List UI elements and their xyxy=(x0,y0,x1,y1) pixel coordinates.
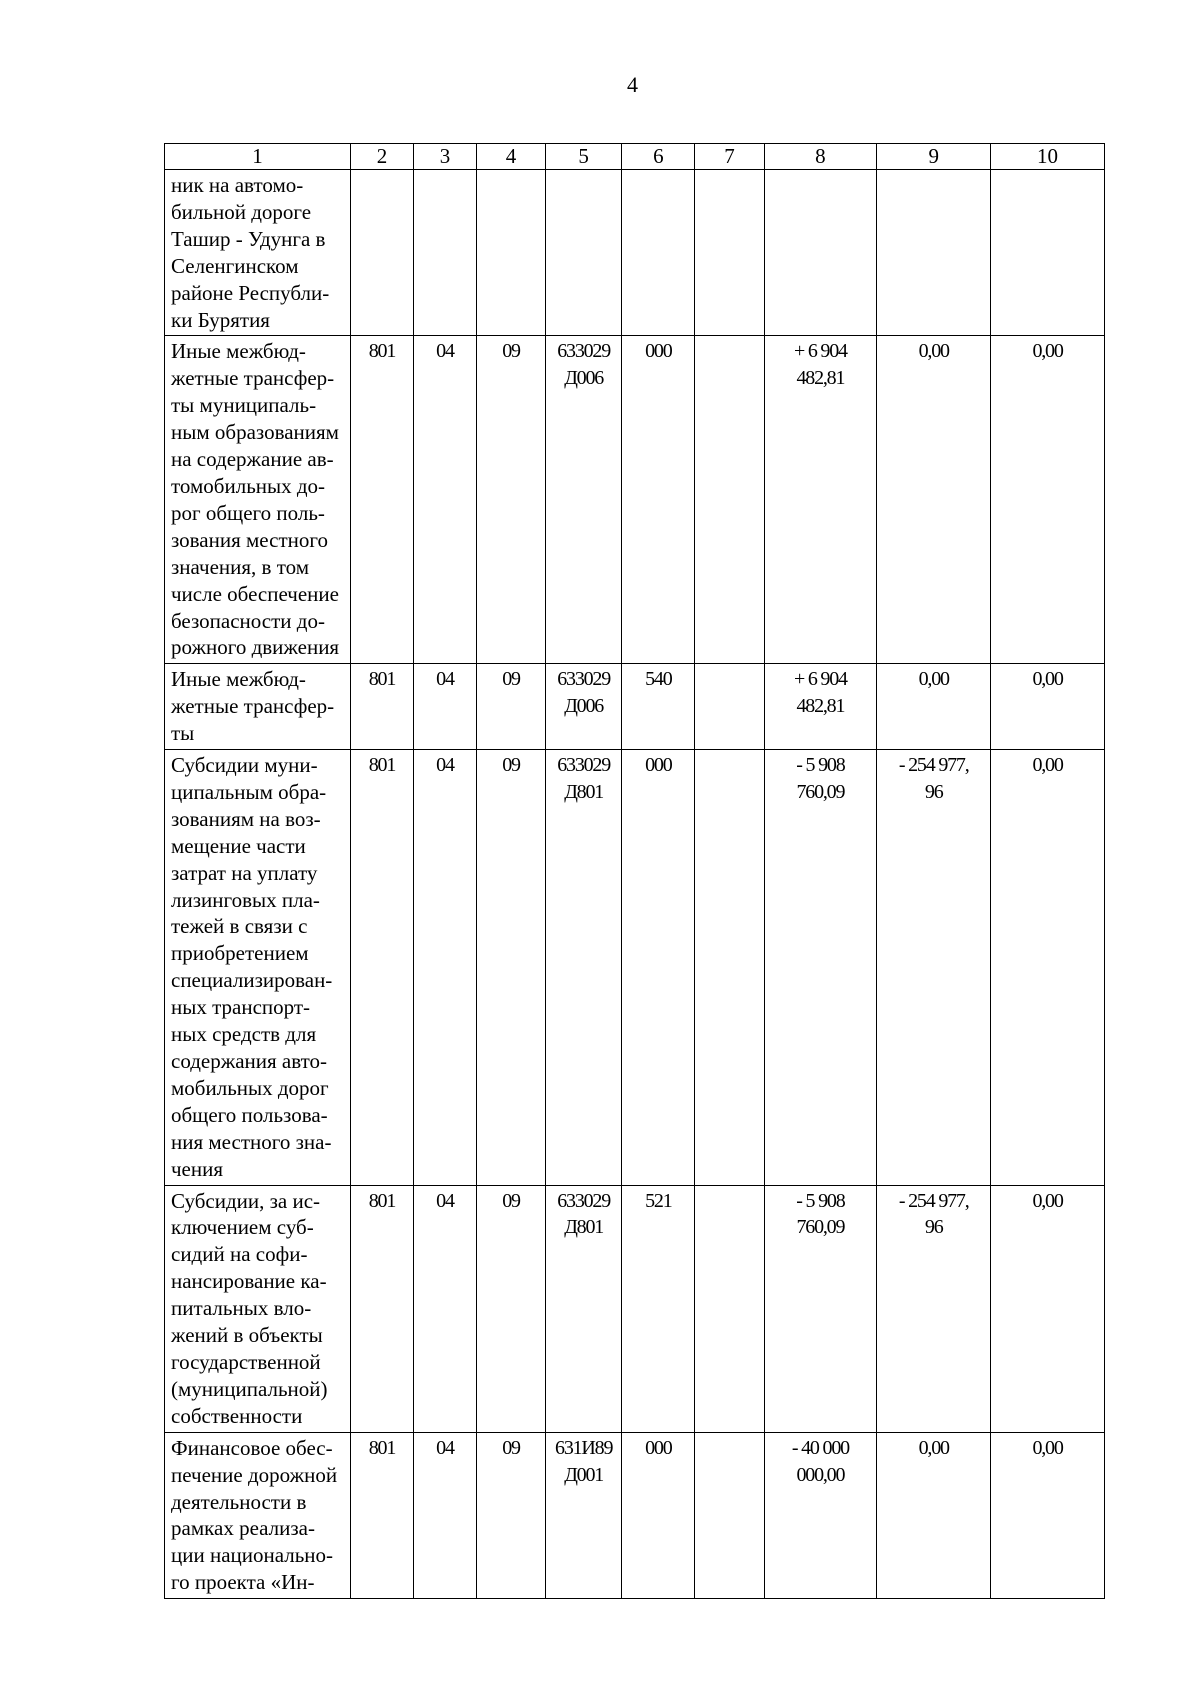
cell-col-9: - 254 977, 96 xyxy=(877,1185,991,1432)
cell-col-8: - 5 908 760,09 xyxy=(764,750,877,1186)
cell-col-7 xyxy=(695,750,764,1186)
cell-col-5: 633029 Д801 xyxy=(546,1185,622,1432)
cell-col-5: 633029 Д006 xyxy=(546,664,622,750)
cell-col-10: 0,00 xyxy=(991,1432,1105,1598)
cell-col-10: 0,00 xyxy=(991,664,1105,750)
cell-col-2: 801 xyxy=(350,750,413,1186)
cell-col-9: 0,00 xyxy=(877,336,991,664)
table-row xyxy=(165,170,1105,336)
cell-col-8: - 5 908 760,09 xyxy=(764,1185,877,1432)
column-header-10: 10 xyxy=(991,144,1105,170)
cell-col-4: 09 xyxy=(476,1185,545,1432)
row-description: ник на автомо- бильной дороге Ташир - Удунга в Селенгинском районе Республи- ки Бурятия xyxy=(165,170,351,336)
cell-col-2: 801 xyxy=(350,1185,413,1432)
cell-col-4 xyxy=(476,170,545,336)
cell-col-9: 0,00 xyxy=(877,1432,991,1598)
cell-col-3: 04 xyxy=(413,664,476,750)
cell-col-3: 04 xyxy=(413,1185,476,1432)
table-row xyxy=(165,750,1105,1186)
table-row xyxy=(165,1185,1105,1432)
column-header-9: 9 xyxy=(877,144,991,170)
cell-col-2: 801 xyxy=(350,336,413,664)
cell-col-10: 0,00 xyxy=(991,1185,1105,1432)
cell-col-10: 0,00 xyxy=(991,750,1105,1186)
cell-col-9 xyxy=(877,170,991,336)
cell-col-4: 09 xyxy=(476,664,545,750)
cell-col-6: 000 xyxy=(622,750,695,1186)
row-description: Субсидии, за ис- ключением суб- сидий на софи- нансирование ка- питальных вло- жений в объекты государственной (муниципальной) собственности xyxy=(165,1185,351,1432)
cell-col-8 xyxy=(764,170,877,336)
cell-col-2: 801 xyxy=(350,664,413,750)
cell-col-3: 04 xyxy=(413,336,476,664)
cell-col-10: 0,00 xyxy=(991,336,1105,664)
cell-col-9: - 254 977, 96 xyxy=(877,750,991,1186)
column-header-5: 5 xyxy=(546,144,622,170)
cell-col-2 xyxy=(350,170,413,336)
budget-table xyxy=(164,143,1105,1599)
row-description: Иные межбюд- жетные трансфер- ты муниципаль- ным образованиям на содержание ав- томобильных до- рог общего поль- зования местного значения, в том числе обеспечение безопасности до- рожного движения xyxy=(165,336,351,664)
cell-col-6: 521 xyxy=(622,1185,695,1432)
cell-col-8: - 40 000 000,00 xyxy=(764,1432,877,1598)
table-row xyxy=(165,1432,1105,1598)
column-header-6: 6 xyxy=(622,144,695,170)
column-header-3: 3 xyxy=(413,144,476,170)
cell-col-4: 09 xyxy=(476,336,545,664)
cell-col-6: 000 xyxy=(622,1432,695,1598)
cell-col-8: + 6 904 482,81 xyxy=(764,664,877,750)
column-header-2: 2 xyxy=(350,144,413,170)
cell-col-7 xyxy=(695,336,764,664)
cell-col-6: 000 xyxy=(622,336,695,664)
cell-col-7 xyxy=(695,1432,764,1598)
cell-col-7 xyxy=(695,1185,764,1432)
column-header-7: 7 xyxy=(695,144,764,170)
table-row xyxy=(165,336,1105,664)
cell-col-3 xyxy=(413,170,476,336)
cell-col-4: 09 xyxy=(476,750,545,1186)
row-description: Субсидии муни- ципальным обра- зованиям на воз- мещение части затрат на уплату лизинговых пла- тежей в связи с приобретением специализирован- ных транспорт- ных средств для содержания авто- мобильных дорог общего пользова- ния местного зна- чения xyxy=(165,750,351,1186)
cell-col-7 xyxy=(695,170,764,336)
row-description: Финансовое обес- печение дорожной деятельности в рамках реализа- ции национально- го проекта «Ин- xyxy=(165,1432,351,1598)
column-header-4: 4 xyxy=(476,144,545,170)
column-header-1: 1 xyxy=(165,144,351,170)
cell-col-5: 633029 Д006 xyxy=(546,336,622,664)
cell-col-6 xyxy=(622,170,695,336)
cell-col-4: 09 xyxy=(476,1432,545,1598)
cell-col-5: 631И89 Д001 xyxy=(546,1432,622,1598)
cell-col-10 xyxy=(991,170,1105,336)
page-number: 4 xyxy=(627,72,638,97)
cell-col-6: 540 xyxy=(622,664,695,750)
cell-col-3: 04 xyxy=(413,1432,476,1598)
cell-col-8: + 6 904 482,81 xyxy=(764,336,877,664)
row-description: Иные межбюд- жетные трансфер- ты xyxy=(165,664,351,750)
table-row xyxy=(165,664,1105,750)
cell-col-9: 0,00 xyxy=(877,664,991,750)
table-header-row xyxy=(165,144,1105,170)
cell-col-5 xyxy=(546,170,622,336)
cell-col-5: 633029 Д801 xyxy=(546,750,622,1186)
cell-col-3: 04 xyxy=(413,750,476,1186)
cell-col-7 xyxy=(695,664,764,750)
cell-col-2: 801 xyxy=(350,1432,413,1598)
column-header-8: 8 xyxy=(764,144,877,170)
